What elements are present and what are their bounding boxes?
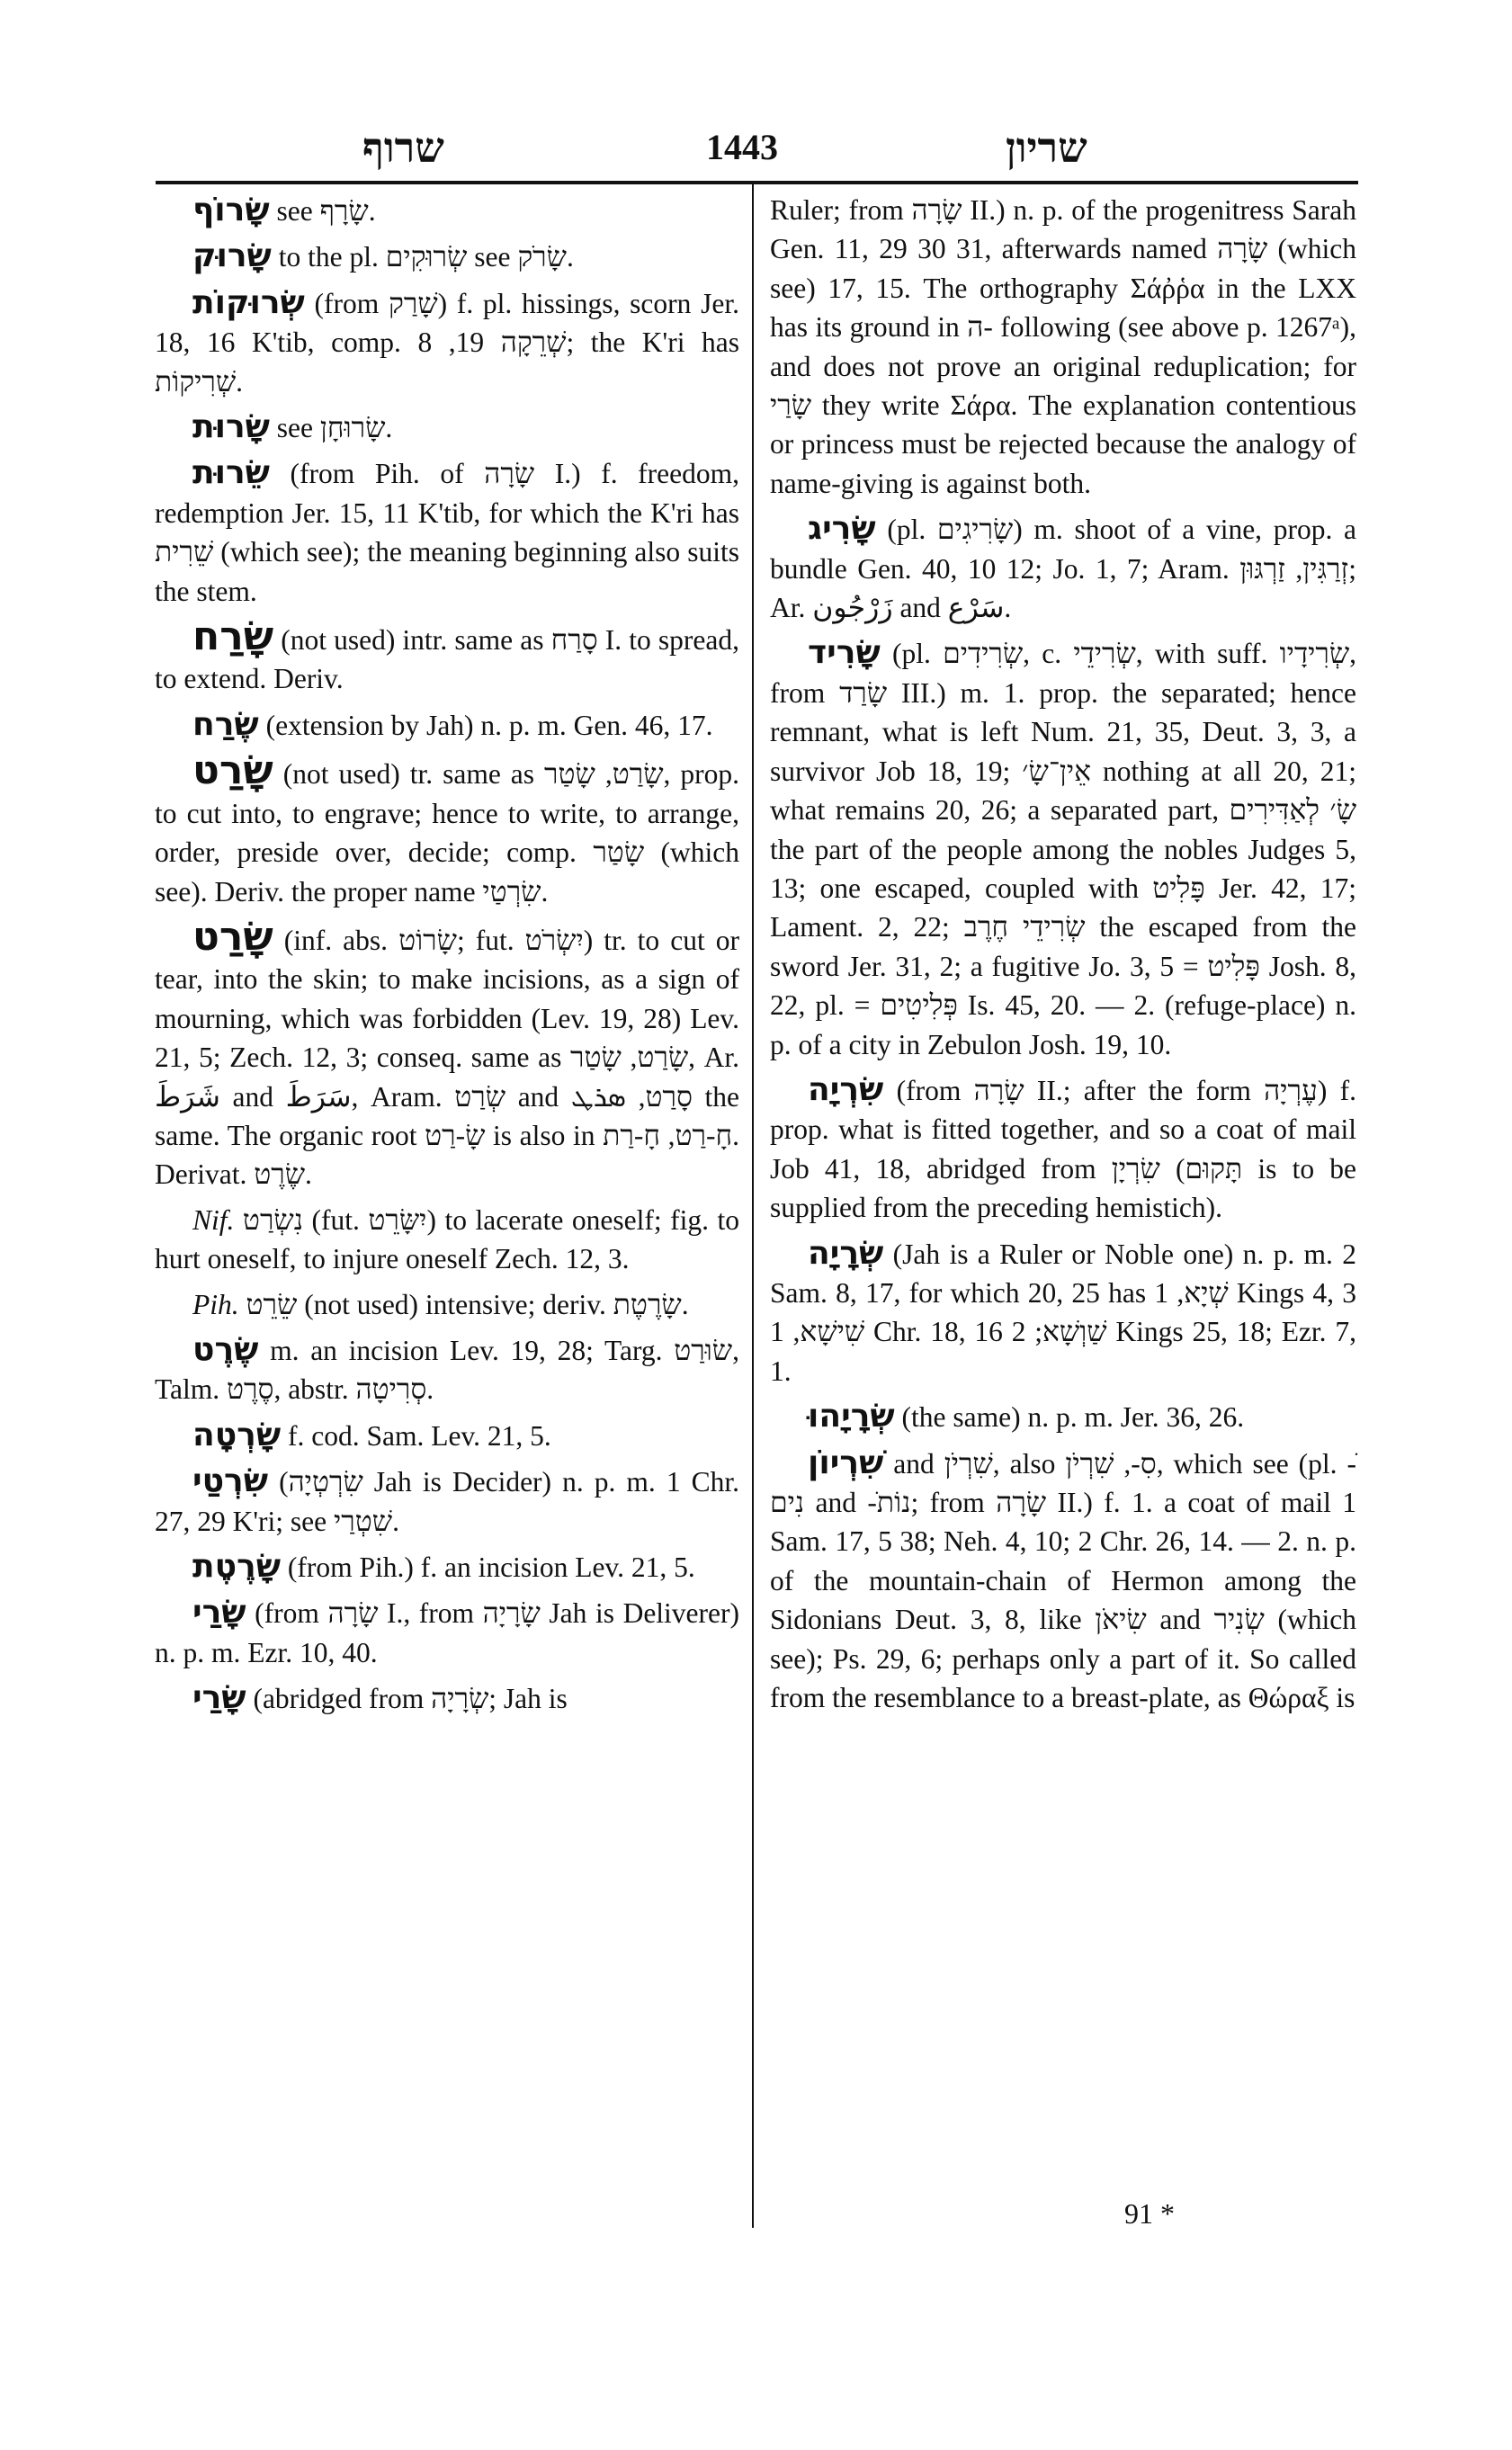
column-divider [752, 184, 754, 2228]
left-column [155, 191, 739, 1725]
entry-text: (שִׂרְטְיָה Jah is Decider) n. p. m. 1 Chr. 27, 29 K'ri; see שִׁטְרַי. [155, 1466, 739, 1537]
dictionary-entry [155, 705, 739, 745]
entry-headword: שָׂרִיג [808, 510, 876, 548]
entry-text: (from שָׁרַק) f. pl. hissings, scorn Jer. 18, 16 K'tib, comp. שְׁרֵקָה 19, 8; the K'ri has שְׁרִיקוֹת. [155, 287, 739, 398]
dictionary-entry [155, 1416, 739, 1455]
entry-text: m. an incision Lev. 19, 28; Targ. שׂוּרַט, Talm. סֶרֶט, abstr. סְרִיטָה. [155, 1334, 739, 1406]
entry-text: נִשְׂרַט (fut. יִשָּׂרֵט) to lacerate oneself; fig. to hurt oneself, to injure oneself Zech. 12, 3. [155, 1203, 740, 1275]
dictionary-entry [155, 1678, 739, 1718]
dictionary-entry [155, 283, 739, 401]
entry-text: f. cod. Sam. Lev. 21, 5. [281, 1419, 551, 1452]
entry-headword: שָׂרַח [192, 613, 274, 660]
dictionary-entry [155, 1462, 739, 1541]
entry-headword: שִׂרְיָה [808, 1070, 884, 1108]
entry-headword: שָׂרֶטֶת [192, 1548, 282, 1585]
header-rule [156, 181, 1358, 184]
entry-text: Ruler; from שָׂרָה II.) n. p. of the progenitress Sarah Gen. 11, 29 30 31, afterwards named שָׂרָה (which see) 17, 15. The orthography Σάῤῥα in the LXX has its ground in ה- following (see above p. 1267ᵃ), and does not prove an original reduplication; for שָׂרַי they write Σάρα. The explanation contentious or princess must be rejected because the analogy of name-giving is against both. [770, 194, 1356, 499]
entry-headword: שִׂרְטַי [192, 1462, 269, 1500]
entry-headword: שָׂרוֹף [192, 192, 270, 228]
dictionary-entry [770, 1444, 1356, 1718]
entry-headword: שָׂרַט [192, 747, 273, 794]
entry-text: (from Pih.) f. an incision Lev. 21, 5. [281, 1551, 695, 1583]
entry-text: (inf. abs. שָׂרוֹט; fut. יִשְׂרֹט) tr. to cut or tear, into the skin; to make incisions, as a sign of mourning, which was forbidden (Lev. 19, 28) Lev. 21, 5; Zech. 12, 3; conseq. same as שָׂרַט, שָׂטַר, Ar. شَرَطَ and سَرَطَ, Aram. שְׂרַט and סָרַט, ܣܪܛ the same. The organic root שָׂ-רַט is also in חָ-רַט, חָ-רַת. Derivat. שֶׂרֶט. [155, 924, 740, 1191]
dictionary-entry [770, 1070, 1356, 1228]
running-header [156, 117, 1358, 184]
dictionary-entry [770, 1397, 1356, 1436]
dictionary-entry-continuation [770, 191, 1356, 503]
entry-text: see שָׂרָף. [269, 195, 376, 227]
entry-headword: שָׂרוּת [192, 408, 270, 446]
entry-headword: שָׂרַי [192, 1594, 246, 1632]
entry-text: see שָׂרוּחָן. [269, 412, 393, 444]
dictionary-entry [155, 1547, 739, 1587]
entry-text: and שִׁרְיֹן, also סִ-, שִׁרְיֹן, which see (pl. -ֹנִים and -ֹנוֹת; from שָׂרָה II.) f. 1. a coat of mail 1 Sam. 17, 5 38; Neh. 4, 10; 2 Chr. 26, 14. — 2. n. p. of the mountain-chain of Hermon among the Sidonians Deut. 3, 8, like שִׂיאֹן and שְׂנִיר (which see); Ps. 29, 6; perhaps only a part of it. So called from the resemblance to a breast-plate, as Θώραξ is [770, 1447, 1357, 1714]
entry-headword: שָׂרַי [192, 1679, 246, 1717]
signature-mark: 91 * [1124, 2197, 1175, 2230]
entry-text: (from Pih. of שָׂרָה I.) f. freedom, redemption Jer. 15, 11 K'tib, for which the K'ri has שֵׁרִית (which see); the meaning beginning also suits the stem. [155, 458, 739, 607]
entry-stem-label: Pih. [192, 1288, 239, 1320]
entry-headword: שָׂרְטָה [192, 1416, 282, 1453]
entry-text: (from שָׂרָה I., from שָׂרָיָה Jah is Deliverer) n. p. m. Ezr. 10, 40. [155, 1597, 739, 1668]
entry-text: (the same) n. p. m. Jer. 36, 26. [894, 1401, 1245, 1434]
dictionary-entry [155, 1593, 739, 1672]
dictionary-entry [770, 509, 1356, 627]
entry-text: (pl. שָׂרִיגִים) m. shoot of a vine, prop. a bundle Gen. 40, 10 12; Jo. 1, 7; Aram. זְרַגִּין, זַרְגּוּן; Ar. زَرْجُون and سَرْع. [770, 514, 1356, 624]
entry-headword: שְׂרָיָה [808, 1234, 884, 1272]
dictionary-subentry-pih [155, 1285, 739, 1324]
entry-text: שֵׂרֵט (not used) intensive; deriv. שָׂרֶטֶת. [238, 1288, 689, 1320]
entry-headword: שֶׂרַח [192, 705, 259, 743]
entry-text: to the pl. שְׂרוּקִים see שָׂרֹק. [271, 241, 574, 273]
entry-headword: שִׁרְיוֹן [808, 1444, 884, 1481]
dictionary-entry [770, 1234, 1356, 1391]
dictionary-subentry-nif [155, 1201, 739, 1279]
entry-headword: שָׂרִיד [808, 634, 881, 672]
right-column [770, 191, 1356, 1723]
entry-headword: שֵׂרוּת [192, 454, 270, 492]
entry-text: (pl. שְׂרִידִים, c. שְׂרִידֵי, with suff. שְׂרִידָיו, from שָׂרַד III.) m. 1. prop. the separated; hence remnant, what is left Num. 21, 35, Deut. 3, 3, a survivor Job 18, 19; אֵין־שָׂ׳ nothing at all 20, 21; what remains 20, 26; a separated part, שָׂ׳ לְאַדִּירִים the part of the people among the nobles Judges 5, 13; one escaped, coupled with פָּלִיט Jer. 42, 17; Lament. 2, 22; שְׂרִידֵי חֶרֶב the escaped from the sword Jer. 31, 2; a fugitive Jo. 3, 5 = פָּלִיט Josh. 8, 22, pl. = פְּלִיטִים Is. 45, 20. — 2. (refuge-place) n. p. of a city in Zebulon Josh. 19, 10. [770, 638, 1357, 1060]
dictionary-entry [155, 191, 739, 230]
left-catchword: שרוף [362, 123, 444, 172]
entry-text: (extension by Jah) n. p. m. Gen. 46, 17. [258, 709, 713, 741]
entry-headword: שְׂרָיָהוּ [808, 1398, 895, 1435]
right-catchword: שריון [1006, 123, 1087, 172]
dictionary-entry [155, 407, 739, 447]
dictionary-entry [155, 913, 740, 1194]
entry-headword: שָׂרוּק [192, 237, 272, 275]
entry-text: (from שָׂרָה II.; after the form עֶרְיָה) f. prop. what is fitted together, and so a coat of mail Job 41, 18, abridged from שִׂרְיָן (תָּקוּם is to be supplied from the preceding hemistich). [770, 1074, 1356, 1224]
entry-text: (Jah is a Ruler or Noble one) n. p. m. 2 Sam. 8, 17, for which 20, 25 has שְׁיָא, 1 Kings 4, 3 שִׁישָׁא, 1 Chr. 18, 16 שַׁוְשָׁא; 2 Kings 25, 18; Ezr. 7, 1. [770, 1238, 1356, 1387]
dictionary-entry [770, 633, 1356, 1063]
entry-text: (not used) tr. same as שָׂרַט, שָׂטַר, prop. to cut into, to engrave; hence to write, to arrange, order, preside over, decide; comp. שָׂטַר (which see). Deriv. the proper name שִׂרְטַי. [155, 758, 739, 908]
dictionary-entry [155, 1330, 739, 1409]
dictionary-entry [155, 237, 739, 276]
entry-headword: שֶׂרֶט [192, 1330, 259, 1368]
dictionary-entry [155, 747, 739, 911]
dictionary-entry [155, 453, 739, 611]
page-number: 1443 [706, 127, 778, 167]
dictionary-entry [155, 613, 739, 699]
entry-text: (not used) intr. same as סָרַח I. to spread, to extend. Deriv. [155, 624, 739, 695]
entry-headword: שְׂרוּקוֹת [192, 283, 305, 321]
entry-headword: שָׂרַט [192, 913, 273, 960]
entry-text: (abridged from שְׂרָיָה; Jah is [246, 1683, 568, 1715]
entry-stem-label: Nif. [192, 1203, 235, 1236]
